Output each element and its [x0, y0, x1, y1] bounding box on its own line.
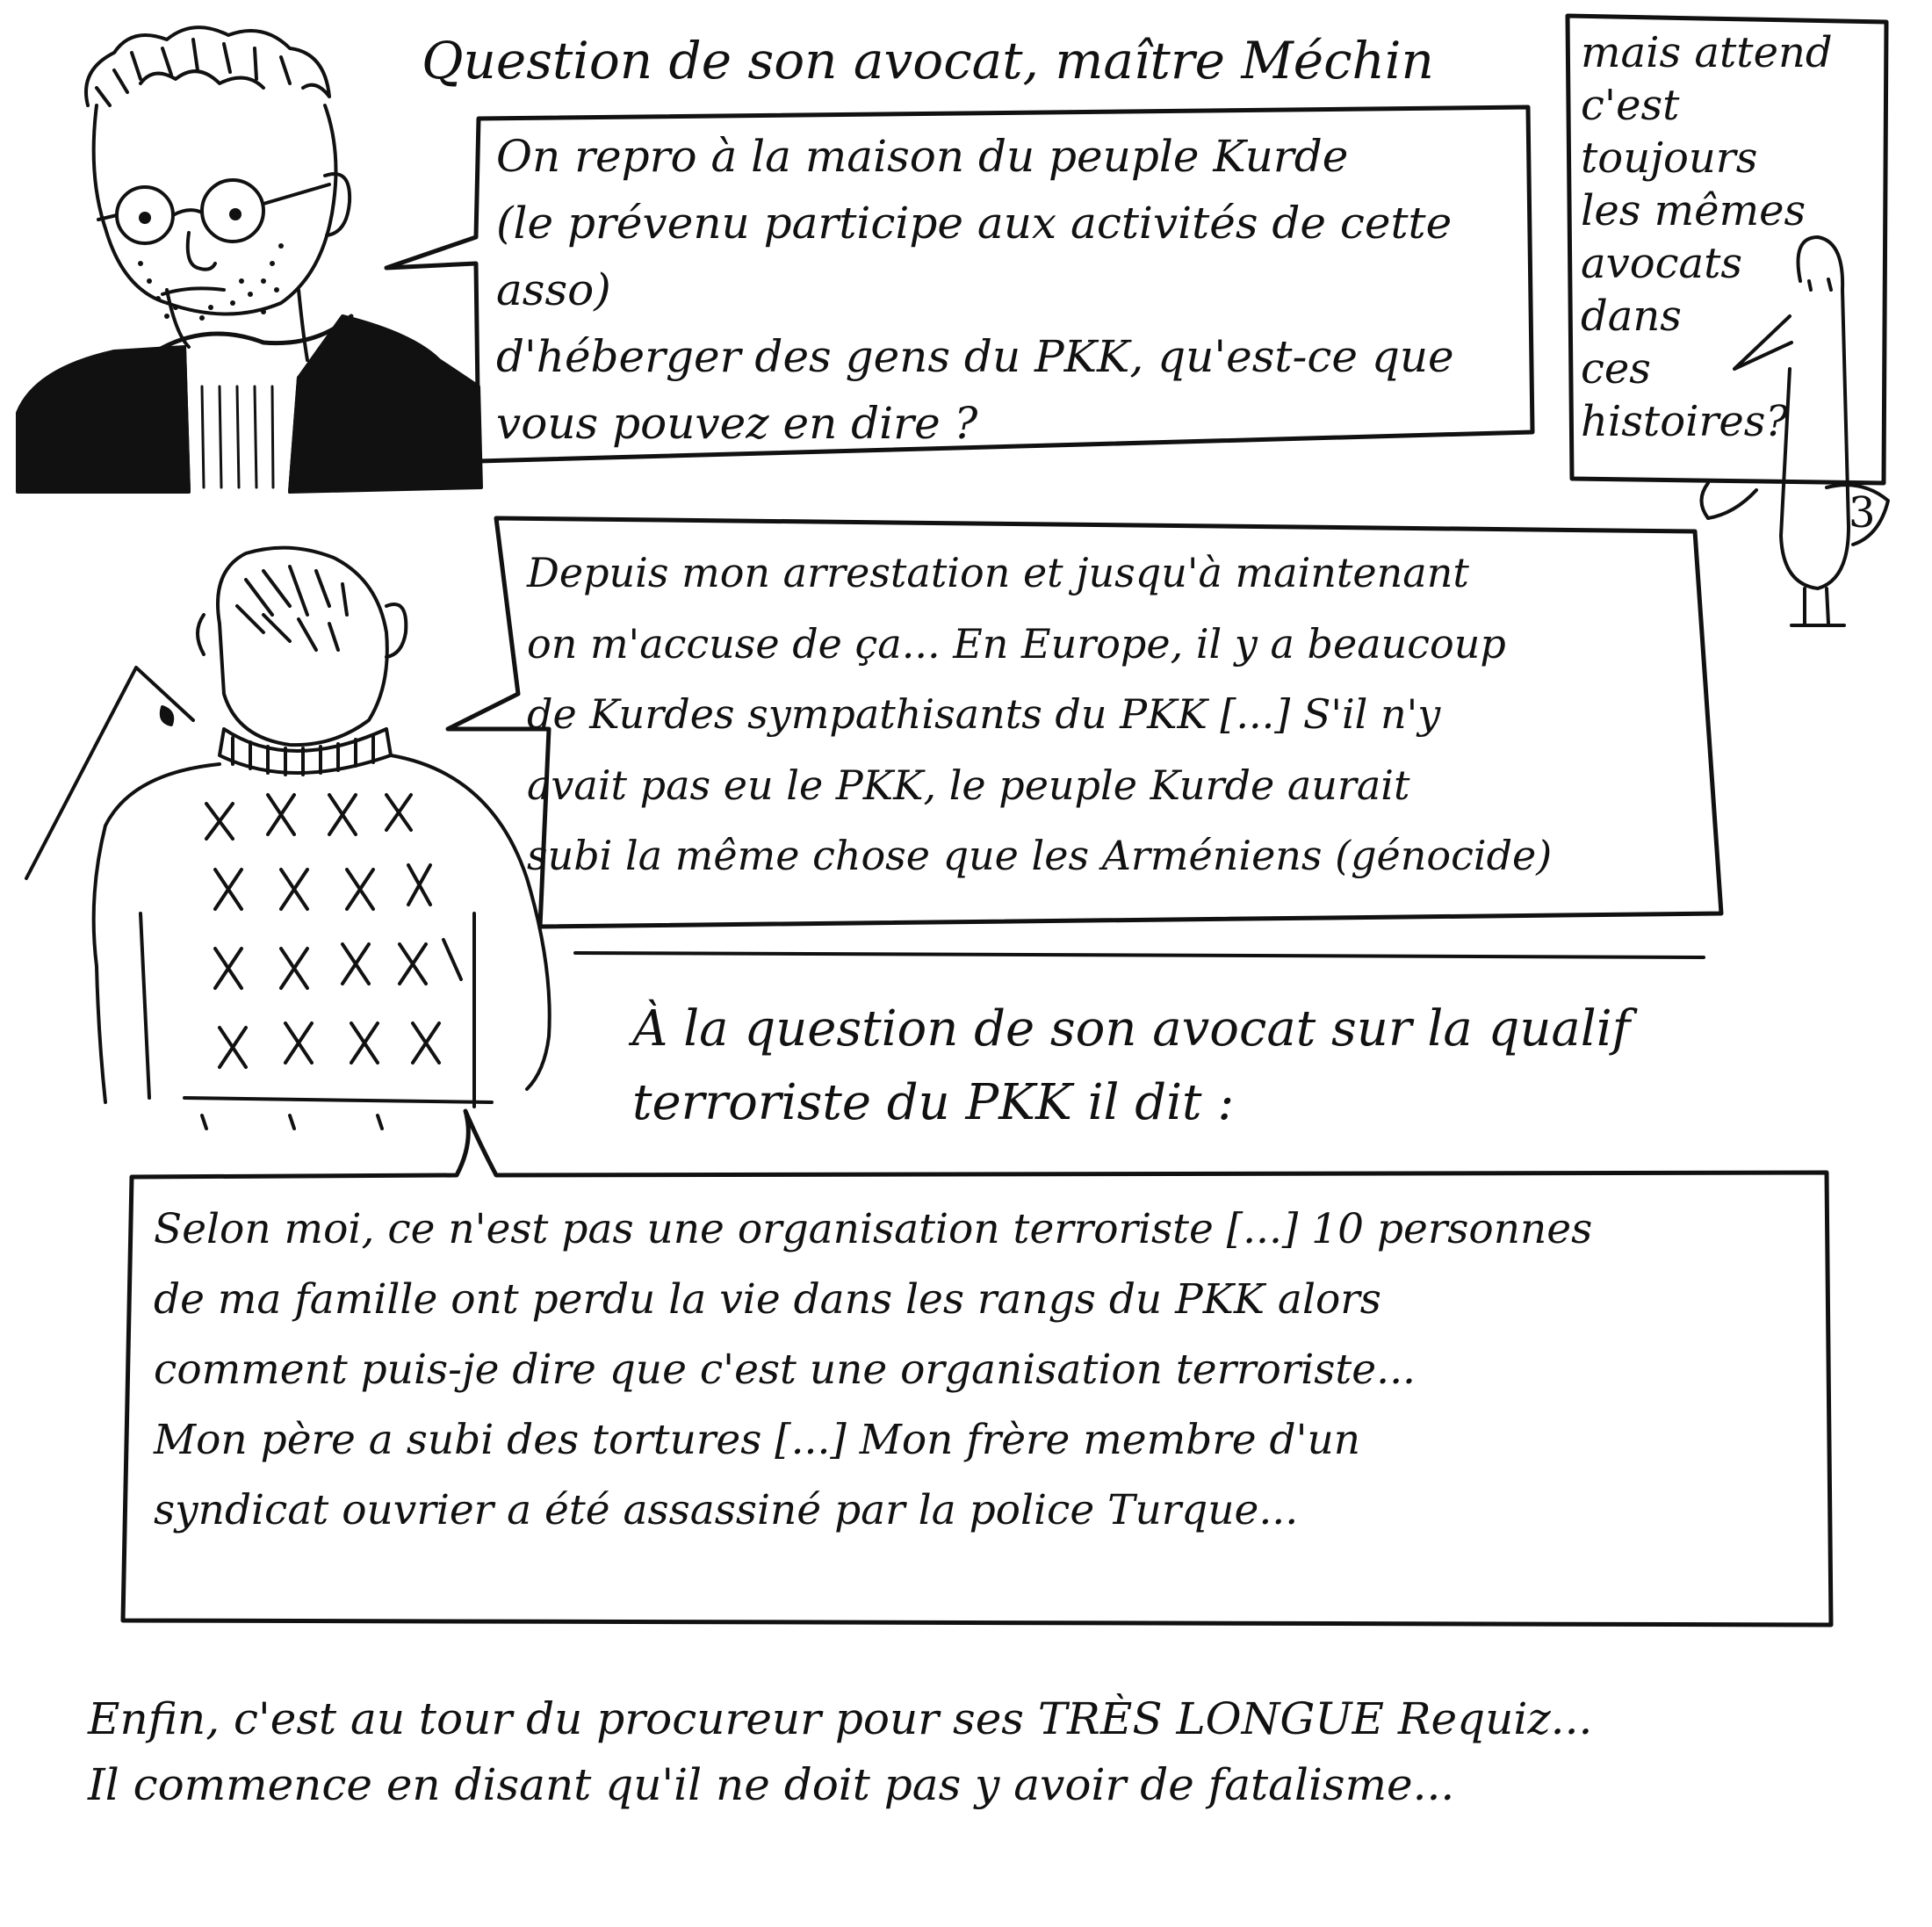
defendant-drawing — [26, 548, 550, 1129]
bird-bubble-text: mais attend c'est toujours les mêmes avocats dans ces histoires? — [1581, 28, 1833, 446]
qualif-caption: À la question de son avocat sur la qualif terroriste du PKK il dit : — [632, 1000, 1631, 1131]
defendant-bubble-2-text: Selon moi, ce n'est pas une organisation terroriste [...] 10 personnes de ma famille ont perdu la vie dans les rangs du PKK alors comment puis-je dire que c'est une organisation terroriste... Mon père a subi des tortures [...] Mon frère membre d'un syndicat ouvrier a été assassiné par la police Turque... — [154, 1205, 1593, 1534]
defendant-bubble-1-text: Depuis mon arrestation et jusqu'à maintenant on m'accuse de ça... En Europe, il y a beaucoup de Kurdes sympathisants du PKK [...] S'il n'y avait pas eu le PKK, le peuple Kurde aurait subi la même chose que les Arméniens (génocide) — [527, 549, 1553, 879]
closing-narration: Enfin, c'est au tour du procureur pour ses TRÈS LONGUE Requiz... Il commence en disant qu'il ne doit pas y avoir de fatalisme... — [88, 1693, 1593, 1810]
lawyer-question-caption: Question de son avocat, maître Méchin — [422, 31, 1434, 90]
lawyer-bubble-text: On repro à la maison du peuple Kurde (le prévenu participe aux activités de cette asso) d'héberger des gens du PKK, qu'est-ce que vous pouvez en dire ? — [496, 131, 1454, 449]
bird-glyph: 3 — [1849, 488, 1876, 538]
